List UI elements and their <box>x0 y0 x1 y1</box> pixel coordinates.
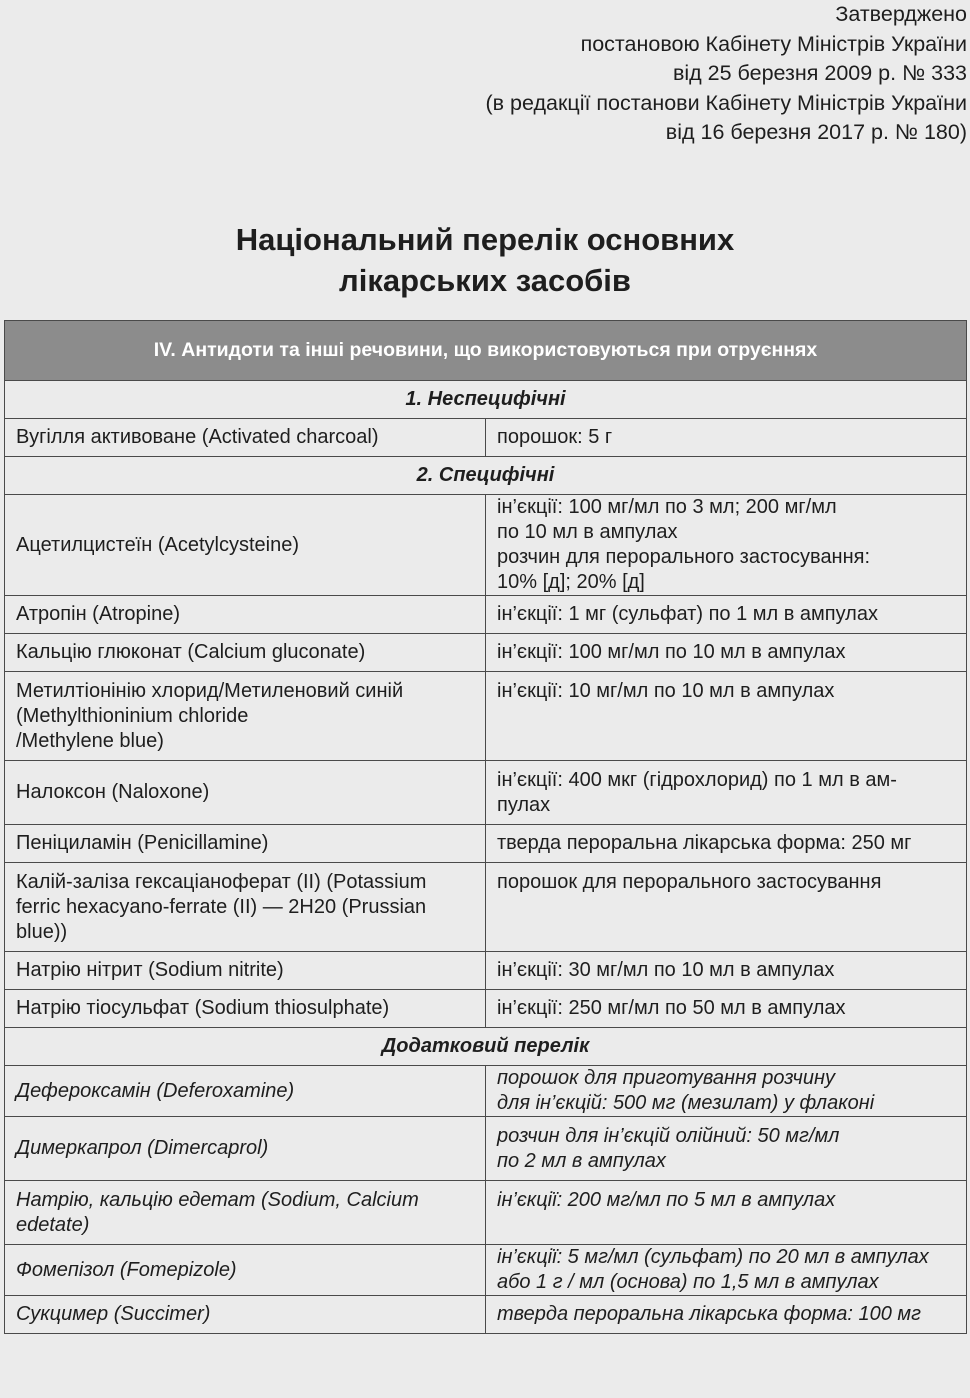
title-line: лікарських засобів <box>339 263 631 298</box>
medicines-table <box>4 320 967 1334</box>
document-title <box>0 219 970 301</box>
dosage-form-cell-line: розчин для ін’єкцій олійний: 50 мг/мл <box>497 1125 840 1147</box>
medicine-name-cell <box>5 761 486 825</box>
table-row <box>5 1117 967 1181</box>
table-row <box>5 495 967 596</box>
medicine-name-cell-line: Калій-заліза гексаціаноферат (II) (Potassium <box>16 871 427 893</box>
table-row <box>5 596 967 634</box>
medicine-name-cell <box>5 990 486 1028</box>
dosage-form-cell-line: розчин для перорального застосування: <box>497 546 871 568</box>
approval-note <box>485 0 967 148</box>
dosage-form-cell <box>486 1245 967 1296</box>
table-row <box>5 761 967 825</box>
dosage-form-cell <box>486 952 967 990</box>
dosage-form-cell-line: ін’єкції: 100 мг/мл по 10 мл в ампулах <box>497 641 846 663</box>
dosage-form-cell <box>486 1117 967 1181</box>
subsection-row <box>5 381 967 419</box>
dosage-form-cell-line: 10% [д]; 20% [д] <box>497 571 645 593</box>
dosage-form-cell-line: тверда пероральна лікарська форма: 100 мг <box>497 1303 921 1325</box>
dosage-form-cell-line: ін’єкції: 100 мг/мл по 3 мл; 200 мг/мл <box>497 496 837 518</box>
table-row <box>5 1245 967 1296</box>
subsection-heading-nonspecific: 1. Неспецифічні <box>5 381 967 419</box>
medicine-name-cell-line: Кальцію глюконат (Calcium gluconate) <box>16 641 366 663</box>
subsection-heading-specific: 2. Специфічні <box>5 457 967 495</box>
medicine-name-cell <box>5 672 486 761</box>
table-row <box>5 1066 967 1117</box>
medicine-name-cell <box>5 825 486 863</box>
dosage-form-cell-line: ін’єкції: 400 мкг (гідрохлорид) по 1 мл в ам- <box>497 769 897 791</box>
medicine-name-cell-line: Атропін (Atropine) <box>16 603 180 625</box>
dosage-form-cell-line: по 10 мл в ампулах <box>497 521 678 543</box>
dosage-form-cell <box>486 1181 967 1245</box>
dosage-form-cell <box>486 495 967 596</box>
medicine-name-cell-line: Натрію, кальцію едетат (Sodium, Calcium <box>16 1189 419 1211</box>
medicine-name-cell <box>5 1066 486 1117</box>
dosage-form-cell <box>486 1296 967 1334</box>
dosage-form-cell-line: ін’єкції: 10 мг/мл по 10 мл в ампулах <box>497 680 835 702</box>
dosage-form-cell-line: тверда пероральна лікарська форма: 250 мг <box>497 832 912 854</box>
dosage-form-cell <box>486 1066 967 1117</box>
approval-line: від 16 березня 2017 р. № 180) <box>665 120 967 144</box>
dosage-form-cell-line: ін’єкції: 5 мг/мл (сульфат) по 20 мл в ампулах <box>497 1246 929 1268</box>
dosage-form-cell <box>486 672 967 761</box>
medicine-name-cell-line: Вугілля активоване (Activated charcoal) <box>16 426 379 448</box>
medicine-name-cell-line: Сукцимер (Succimer) <box>16 1303 211 1325</box>
dosage-form-cell <box>486 825 967 863</box>
medicine-name-cell-line: (Methylthioninium chloride <box>16 705 249 727</box>
dosage-form-cell <box>486 761 967 825</box>
approval-line: від 25 березня 2009 р. № 333 <box>672 61 967 85</box>
dosage-form-cell <box>486 596 967 634</box>
medicine-name-cell-line: Фомепізол (Fomepizole) <box>16 1258 237 1281</box>
medicine-name-cell-line: edetate) <box>16 1214 90 1236</box>
dosage-form-cell-line: для ін’єкцій: 500 мг (мезилат) у флаконі <box>497 1092 875 1114</box>
medicine-name-cell-line: Натрію нітрит (Sodium nitrite) <box>16 959 284 981</box>
medicine-name-cell <box>5 952 486 990</box>
medicine-name-cell-line: ferric hexacyano-ferrate (II) — 2H20 (Prussian <box>16 896 427 918</box>
approval-line: Затверджено <box>835 2 967 26</box>
medicine-name-cell <box>5 634 486 672</box>
subsection-heading-additional: Додатковий перелік <box>5 1028 967 1066</box>
dosage-form-cell-line: ін’єкції: 30 мг/мл по 10 мл в ампулах <box>497 959 835 981</box>
dosage-form-cell-line: або 1 г / мл (основа) по 1,5 мл в ампулах <box>497 1271 879 1293</box>
dosage-form-cell <box>486 990 967 1028</box>
dosage-form-cell-line: ін’єкції: 200 мг/мл по 5 мл в ампулах <box>497 1189 836 1211</box>
medicine-name-cell <box>5 596 486 634</box>
dosage-form-cell <box>486 863 967 952</box>
title-line: Національний перелік основних <box>235 222 735 257</box>
medicine-name-cell <box>5 495 486 596</box>
medicine-name-cell-line: blue)) <box>16 921 68 943</box>
medicine-name-cell-line: /Methylene blue) <box>16 730 164 752</box>
table-row <box>5 825 967 863</box>
medicine-name-cell-line: Метилтіонінію хлорид/Метиленовий синій <box>16 680 404 702</box>
medicine-name-cell <box>5 1296 486 1334</box>
table-row <box>5 1181 967 1245</box>
subsection-row <box>5 1028 967 1066</box>
table-row <box>5 419 967 457</box>
dosage-form-cell <box>486 419 967 457</box>
dosage-form-cell-line: порошок для приготування розчину <box>497 1067 835 1089</box>
dosage-form-cell-line: пулах <box>497 794 551 816</box>
dosage-form-cell-line: ін’єкції: 250 мг/мл по 50 мл в ампулах <box>497 997 846 1019</box>
dosage-form-cell <box>486 634 967 672</box>
subsection-row <box>5 457 967 495</box>
medicine-name-cell-line: Налоксон (Naloxone) <box>16 781 210 803</box>
dosage-form-cell-line: порошок для перорального застосування <box>497 871 882 893</box>
approval-line: (в редакції постанови Кабінету Міністрів України <box>485 90 967 115</box>
medicine-name-cell <box>5 863 486 952</box>
medicine-name-cell-line: Ацетилцистеїн (Acetylcysteine) <box>16 533 300 556</box>
table-row <box>5 990 967 1028</box>
medicine-name-cell-line: Натрію тіосульфат (Sodium thiosulphate) <box>16 997 390 1019</box>
medicine-name-cell-line: Дефероксамін (Deferoxamine) <box>16 1079 295 1102</box>
medicine-name-cell <box>5 1181 486 1245</box>
table-row <box>5 672 967 761</box>
table-row <box>5 863 967 952</box>
section-heading-row <box>5 321 967 381</box>
dosage-form-cell-line: ін’єкції: 1 мг (сульфат) по 1 мл в ампулах <box>497 603 878 625</box>
table-row <box>5 1296 967 1334</box>
section-heading: IV. Антидоти та інші речовини, що використовуються при отруєннях <box>5 321 967 381</box>
table-row <box>5 952 967 990</box>
medicine-name-cell-line: Димеркапрол (Dimercaprol) <box>16 1137 269 1159</box>
medicine-name-cell <box>5 1245 486 1296</box>
dosage-form-cell-line: по 2 мл в ампулах <box>497 1150 666 1172</box>
dosage-form-cell-line: порошок: 5 г <box>497 426 613 448</box>
medicine-name-cell <box>5 419 486 457</box>
approval-line: постановою Кабінету Міністрів України <box>580 31 967 56</box>
table-row <box>5 634 967 672</box>
medicine-name-cell <box>5 1117 486 1181</box>
medicine-name-cell-line: Пеніциламін (Penicillamine) <box>16 832 269 854</box>
